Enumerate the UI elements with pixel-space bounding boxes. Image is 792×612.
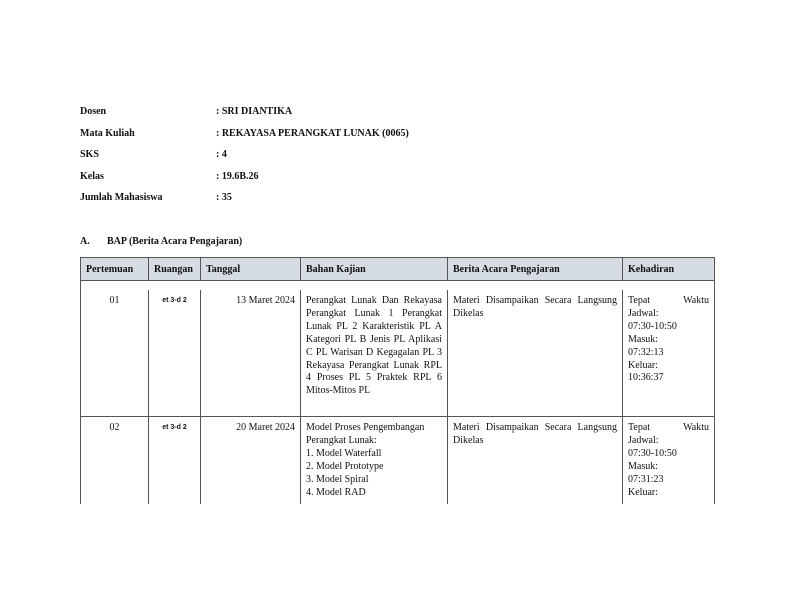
table-row bbox=[81, 417, 715, 505]
section-letter: A. bbox=[80, 236, 90, 247]
cell-tanggal: 20 Maret 2024 bbox=[201, 417, 301, 505]
kehadiran-status bbox=[628, 422, 709, 435]
cell-tanggal: 13 Maret 2024 bbox=[201, 290, 301, 417]
kehadiran-line: Masuk: bbox=[628, 460, 658, 472]
bahan-line: 2. Model Prototype bbox=[306, 460, 384, 472]
status-word: Waktu bbox=[683, 295, 709, 306]
header-ruangan: Ruangan bbox=[149, 258, 201, 281]
cell-bahan-kajian: Perangkat Lunak Dan Rekayasa Perangkat Lunak 1 Perangkat Lunak PL 2 Karakteristik PL A Kategori PL B Jenis PL Aplikasi C PL Warisan D Kegagalan PL 3 Rekayasa Perangkat Lunak RPL 4 Proses PL 5 Praktek RPL 6 Mitos-Mitos PL bbox=[301, 290, 448, 417]
info-value: : 4 bbox=[216, 149, 227, 160]
kehadiran-line: 07:30-10:50 bbox=[628, 447, 677, 459]
kehadiran-status bbox=[628, 295, 709, 308]
cell-bahan-kajian bbox=[301, 417, 448, 505]
info-value: : REKAYASA PERANGKAT LUNAK (0065) bbox=[216, 127, 409, 139]
cell-ruangan: et 3-d 2 bbox=[149, 290, 201, 417]
info-label: Mata Kuliah bbox=[80, 127, 135, 139]
info-value: : SRI DIANTIKA bbox=[216, 106, 293, 117]
cell-ruangan: et 3-d 2 bbox=[149, 417, 201, 505]
bahan-line: 1. Model Waterfall bbox=[306, 447, 382, 459]
info-value: : 35 bbox=[216, 192, 232, 203]
kehadiran-line: Jadwal: bbox=[628, 307, 659, 319]
cell-kehadiran bbox=[623, 417, 715, 505]
cell-berita-acara: Materi Disampaikan Secara Langsung Dikelas bbox=[448, 290, 623, 417]
cell-pertemuan: 01 bbox=[81, 290, 149, 417]
header-berita-acara: Berita Acara Pengajaran bbox=[448, 258, 623, 281]
section-title: BAP (Berita Acara Pengajaran) bbox=[107, 236, 243, 247]
status-word: Tepat bbox=[628, 422, 651, 433]
header-bahan-kajian: Bahan Kajian bbox=[301, 258, 448, 281]
kehadiran-line: 07:32:13 bbox=[628, 346, 664, 358]
table-header-row bbox=[81, 258, 715, 281]
header-pertemuan: Pertemuan bbox=[81, 258, 149, 281]
kehadiran-line: Jadwal: bbox=[628, 434, 659, 446]
section-heading bbox=[80, 236, 242, 247]
bahan-line: 4. Model RAD bbox=[306, 486, 366, 498]
info-label: Dosen bbox=[80, 106, 107, 117]
kehadiran-line: 07:31:23 bbox=[628, 473, 664, 485]
cell-pertemuan: 02 bbox=[81, 417, 149, 505]
kehadiran-line: 10:36:37 bbox=[628, 372, 664, 384]
kehadiran-line: Keluar: bbox=[628, 486, 658, 498]
status-word: Tepat bbox=[628, 295, 651, 306]
table-row bbox=[81, 290, 715, 417]
cell-berita-acara: Materi Disampaikan Secara Langsung Dikelas bbox=[448, 417, 623, 505]
bahan-line: 3. Model Spiral bbox=[306, 473, 369, 485]
info-value: : 19.6B.26 bbox=[216, 170, 259, 182]
kehadiran-line: Keluar: bbox=[628, 359, 658, 371]
info-label: SKS bbox=[80, 149, 99, 160]
info-label: Jumlah Mahasiswa bbox=[80, 192, 163, 203]
kehadiran-line: Masuk: bbox=[628, 333, 658, 345]
bahan-line: Model Proses Pengembangan Perangkat Lunak: bbox=[306, 422, 425, 446]
info-label: Kelas bbox=[80, 170, 104, 182]
bap-table bbox=[80, 257, 715, 504]
header-kehadiran: Kehadiran bbox=[623, 258, 715, 281]
status-word: Waktu bbox=[683, 422, 709, 433]
cell-kehadiran bbox=[623, 290, 715, 417]
header-tanggal: Tanggal bbox=[201, 258, 301, 281]
kehadiran-line: 07:30-10:50 bbox=[628, 320, 677, 332]
